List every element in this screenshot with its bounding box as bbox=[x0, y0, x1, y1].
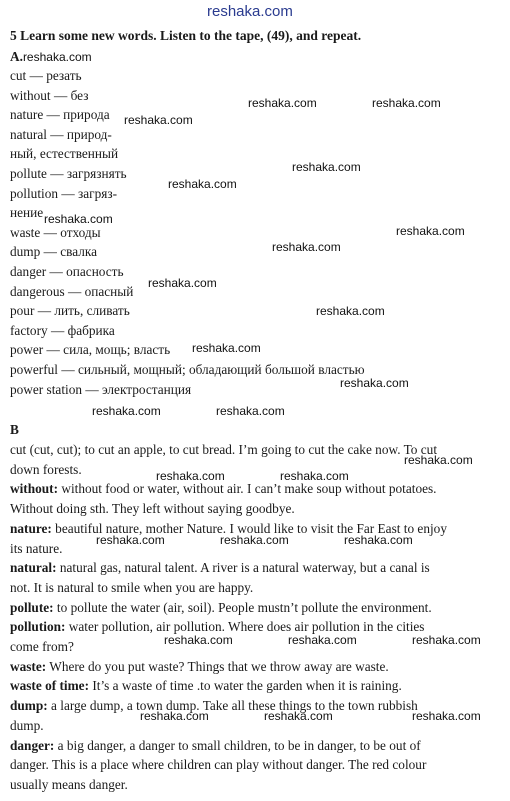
watermark: reshaka.com bbox=[340, 376, 409, 390]
example-line bbox=[10, 578, 253, 597]
example-term: without: bbox=[10, 481, 59, 497]
vocab-line: pollute — загрязнять bbox=[10, 166, 127, 181]
vocab-line: dangerous — опасный bbox=[10, 283, 134, 299]
watermark: reshaka.com bbox=[22, 50, 92, 64]
example-text: not. It is natural to smile when you are happy. bbox=[10, 579, 254, 595]
section-a-label: A. bbox=[10, 49, 23, 64]
watermark: reshaka.com bbox=[272, 240, 341, 254]
example-line bbox=[10, 676, 402, 695]
example-term: pollute: bbox=[10, 599, 54, 615]
watermark: reshaka.com bbox=[412, 633, 481, 647]
example-line bbox=[10, 755, 426, 774]
example-term: waste of time: bbox=[10, 678, 90, 694]
example-term: nature: bbox=[10, 520, 52, 536]
example-term: danger: bbox=[10, 737, 55, 753]
example-text: beautiful nature, mother Nature. I would like to visit the Far East to enjoy bbox=[51, 520, 447, 536]
watermark: reshaka.com bbox=[316, 304, 385, 318]
watermark: reshaka.com bbox=[372, 96, 441, 110]
site-watermark-top: reshaka.com bbox=[207, 3, 293, 20]
watermark: reshaka.com bbox=[44, 212, 113, 226]
vocab-line: factory — фабрика bbox=[10, 322, 115, 338]
vocab-line: cut — резать bbox=[10, 68, 82, 83]
watermark: reshaka.com bbox=[248, 96, 317, 110]
watermark: reshaka.com bbox=[96, 533, 165, 547]
watermark: reshaka.com bbox=[292, 160, 361, 174]
example-text: a big danger, a danger to small children, to be in danger, to be out of bbox=[54, 737, 421, 753]
example-line bbox=[10, 460, 82, 479]
vocab-line: without — без bbox=[10, 87, 89, 103]
vocab-line: pollution — загряз- bbox=[10, 185, 118, 201]
example-term: dump: bbox=[10, 698, 48, 714]
watermark: reshaka.com bbox=[92, 404, 161, 418]
watermark: reshaka.com bbox=[280, 469, 349, 483]
example-text: It’s a waste of time .to water the garden when it is raining. bbox=[89, 678, 402, 694]
example-line bbox=[10, 558, 430, 577]
vocab-line: nature — природа bbox=[10, 107, 110, 123]
example-line bbox=[10, 637, 74, 656]
vocab-line: нение bbox=[10, 205, 44, 221]
section-a-label-row bbox=[10, 47, 92, 67]
watermark: reshaka.com bbox=[412, 709, 481, 723]
watermark: reshaka.com bbox=[164, 633, 233, 647]
vocab-line: power — сила, мощь; власть bbox=[10, 342, 171, 358]
example-line bbox=[10, 499, 295, 518]
example-line bbox=[10, 736, 421, 755]
watermark: reshaka.com bbox=[264, 709, 333, 723]
example-text: Where do you put waste? Things that we throw away are waste. bbox=[46, 658, 389, 674]
watermark: reshaka.com bbox=[140, 709, 209, 723]
vocab-line: pour — лить, сливать bbox=[10, 303, 130, 319]
watermark: reshaka.com bbox=[156, 469, 225, 483]
vocab-line: dump — свалка bbox=[10, 244, 98, 260]
example-text: without food or water, without air. I can’t make soup without potatoes. bbox=[58, 481, 437, 497]
watermark: reshaka.com bbox=[216, 404, 285, 418]
vocab-line: powerful — сильный, мощный; обладающий большой властью bbox=[10, 362, 365, 377]
example-line bbox=[10, 657, 389, 676]
vocab-line: natural — природ- bbox=[10, 126, 112, 142]
example-term: pollution: bbox=[10, 619, 66, 635]
example-term: waste: bbox=[10, 658, 47, 674]
example-text: natural gas, natural talent. A river is a natural waterway, but a canal is bbox=[56, 560, 430, 576]
example-line bbox=[10, 716, 44, 735]
watermark: reshaka.com bbox=[124, 113, 193, 127]
watermark: reshaka.com bbox=[404, 453, 473, 467]
example-text: a large dump, a town dump. Take all these things to the town rubbish bbox=[47, 698, 418, 714]
watermark: reshaka.com bbox=[344, 533, 413, 547]
vocab-line: danger — опасность bbox=[10, 264, 124, 279]
example-term: natural: bbox=[10, 560, 57, 576]
vocab-line: ный, естественный bbox=[10, 146, 119, 162]
example-text: danger. This is a place where children can play without danger. The red colour bbox=[10, 757, 427, 773]
example-line bbox=[10, 696, 418, 715]
example-line bbox=[10, 775, 128, 794]
example-line bbox=[10, 539, 62, 558]
watermark: reshaka.com bbox=[148, 276, 217, 290]
example-line bbox=[10, 598, 432, 617]
example-text: water pollution, air pollution. Where does air pollution in the cities bbox=[65, 619, 425, 635]
example-line bbox=[10, 440, 437, 459]
example-text: down forests. bbox=[10, 461, 82, 477]
watermark: reshaka.com bbox=[192, 341, 261, 355]
example-text: come from? bbox=[10, 639, 74, 654]
section-b-label: B bbox=[10, 422, 19, 437]
watermark: reshaka.com bbox=[396, 224, 465, 238]
example-text: cut (cut, cut); to cut an apple, to cut bread. I’m going to cut the cake now. To cut bbox=[10, 442, 438, 457]
vocab-line: waste — отходы bbox=[10, 224, 101, 240]
exercise-heading: 5 Learn some new words. Listen to the tape, (49), and repeat. bbox=[10, 28, 362, 43]
example-text: its nature. bbox=[10, 540, 63, 556]
watermark: reshaka.com bbox=[220, 533, 289, 547]
vocab-line: power station — электростанция bbox=[10, 381, 192, 397]
example-text: dump. bbox=[10, 717, 44, 733]
example-text: usually means danger. bbox=[10, 776, 128, 792]
watermark: reshaka.com bbox=[288, 633, 357, 647]
example-text: Without doing sth. They left without saying goodbye. bbox=[10, 501, 295, 517]
example-text: to pollute the water (air, soil). People mustn’t pollute the environment. bbox=[53, 599, 432, 615]
watermark: reshaka.com bbox=[168, 177, 237, 191]
